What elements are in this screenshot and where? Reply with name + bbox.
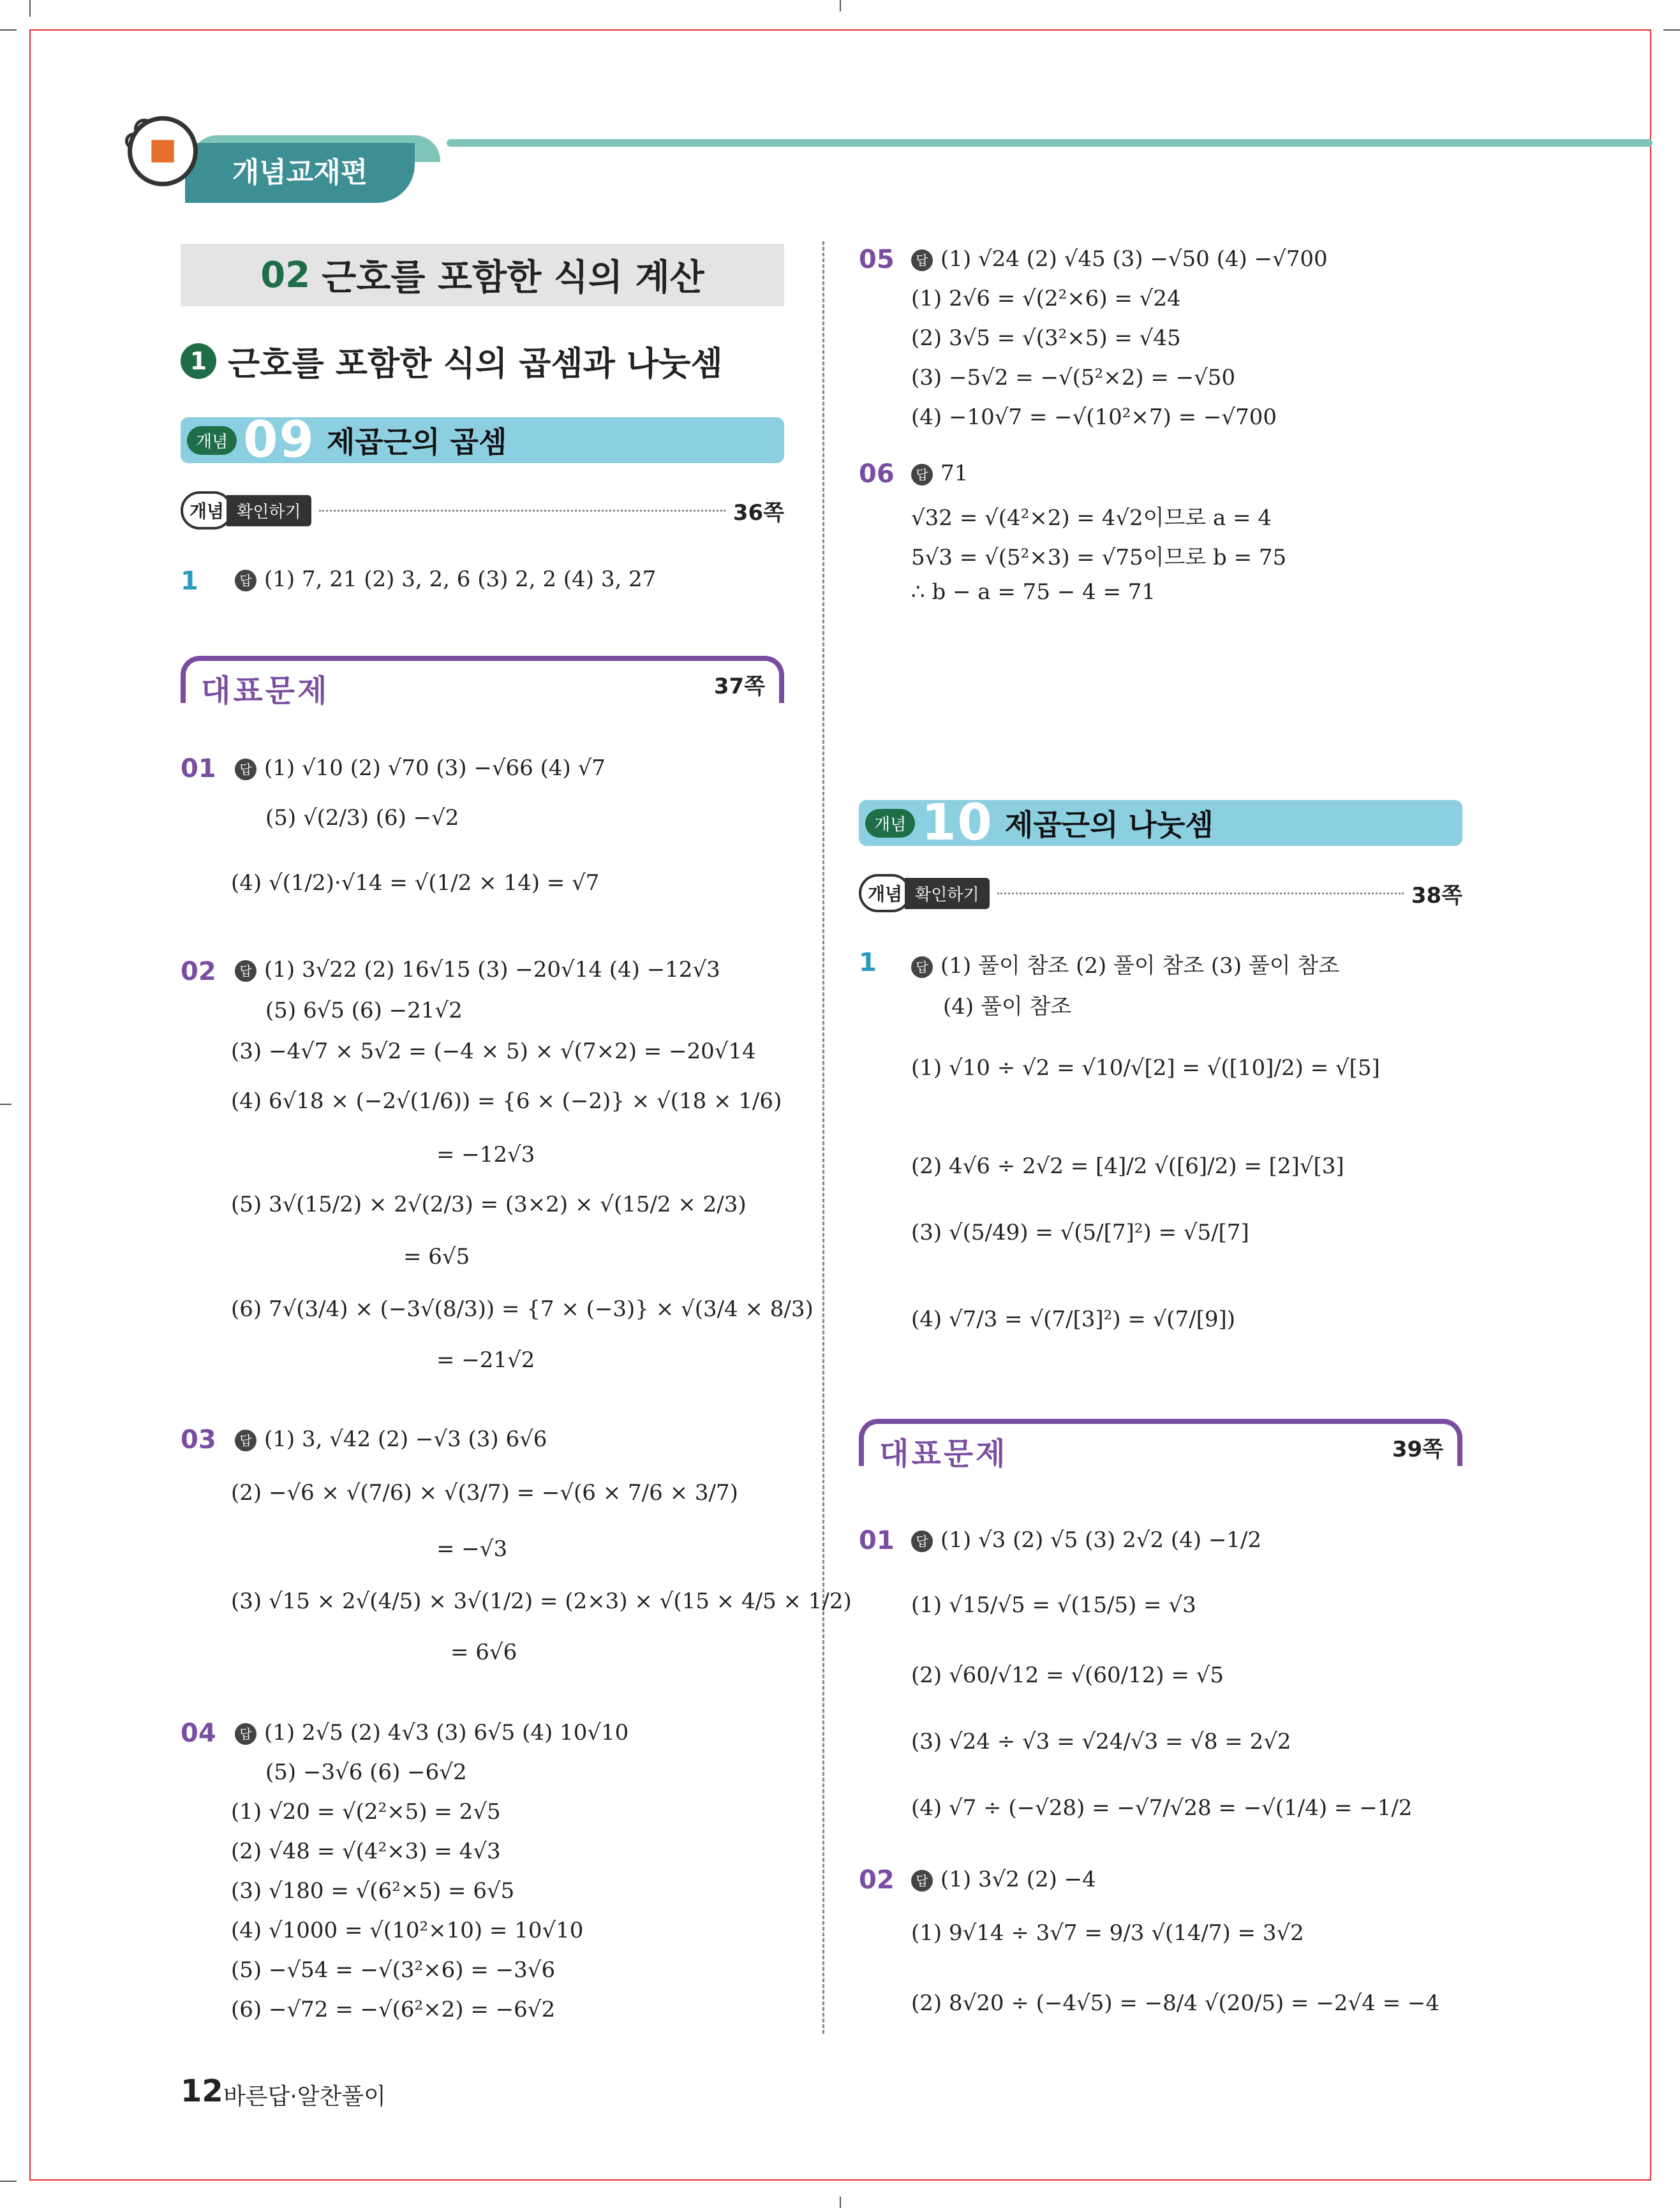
- confirm-sublabel: 확인하기: [905, 878, 989, 909]
- problem-number: 02: [859, 1865, 895, 1895]
- daepyo-header-37: [181, 656, 784, 709]
- solution-line: (3) √24 ÷ √3 = √24/√3 = √8 = 2√2: [911, 1729, 1291, 1754]
- confirm-label: 개념: [181, 491, 233, 530]
- solution-line: (1) 2√6 = √(2²×6) = √24: [911, 286, 1181, 311]
- answer-icon: 답: [235, 759, 256, 780]
- section-title: [181, 337, 723, 385]
- crop-mark: [0, 29, 17, 31]
- confirm-sublabel: 확인하기: [227, 495, 311, 526]
- solution-line: (3) √180 = √(6²×5) = 6√5: [231, 1878, 515, 1904]
- page-ref: 36쪽: [732, 500, 784, 526]
- page-ref: 37쪽: [713, 674, 765, 699]
- question-number: 1: [859, 948, 877, 977]
- concept-09-bar: [181, 411, 784, 469]
- concept-title: 제곱근의 곱셈: [326, 425, 507, 459]
- chapter-title: 근호를 포함한 식의 계산: [322, 257, 704, 299]
- solution-line: √32 = √(4²×2) = 4√2이므로 a = 4: [911, 505, 1272, 531]
- answer-line: 답 (1) √3 (2) √5 (3) 2√2 (4) −1/2: [911, 1527, 1261, 1553]
- answer-line: 답 71: [911, 461, 968, 486]
- solution-line: (3) −5√2 = −√(5²×2) = −√50: [911, 365, 1236, 390]
- solution-line: (6) −√72 = −√(6²×2) = −6√2: [231, 1997, 556, 2022]
- solution-line: (2) −√6 × √(7/6) × √(3/7) = −√(6 × 7/6 × 3/7): [231, 1480, 738, 1506]
- solution-line: (1) √10 ÷ √2 = √10/√[2] = √([10]/2) = √[5]: [911, 1055, 1380, 1081]
- dotted-leader: [319, 510, 725, 512]
- answer-line: (4) 풀이 참조: [943, 994, 1072, 1019]
- solution-line: (4) −10√7 = −√(10²×7) = −√700: [911, 404, 1277, 430]
- solution-line: (2) 3√5 = √(3²×5) = √45: [911, 325, 1181, 351]
- answer-icon: 답: [235, 1430, 256, 1451]
- answer-icon: 답: [235, 1723, 256, 1745]
- daepyo-title: 대표문제: [879, 1436, 1008, 1472]
- problem-number: 04: [181, 1719, 216, 1748]
- answer-icon: 답: [235, 960, 256, 982]
- solution-line: (3) √(5/49) = √(5/[7]²) = √5/[7]: [911, 1220, 1249, 1245]
- answer-line: 답 (1) √10 (2) √70 (3) −√66 (4) √7: [235, 755, 606, 781]
- answer-icon: 답: [911, 956, 933, 978]
- header-tab-label: 개념교재편: [232, 156, 368, 189]
- answer-line: (5) √(2/3) (6) −√2: [265, 805, 459, 831]
- crop-mark: [0, 2181, 17, 2182]
- page-number: 12: [181, 2073, 223, 2109]
- problem-number: 01: [859, 1526, 895, 1555]
- book-title: 바른답·알찬풀이: [223, 2084, 386, 2110]
- chapter-number: 02: [260, 254, 311, 296]
- crop-mark: [1663, 29, 1680, 31]
- answer-line: 답 (1) 3√22 (2) 16√15 (3) −20√14 (4) −12√3: [235, 957, 720, 982]
- solution-line: ∴ b − a = 75 − 4 = 71: [911, 579, 1156, 605]
- solution-line: (5) −√54 = −√(3²×6) = −3√6: [231, 1957, 556, 1983]
- concept-badge: 개념: [865, 809, 915, 838]
- question-number: 1: [181, 567, 198, 596]
- concept-10-bar: [859, 794, 1462, 852]
- solution-line: (5) 3√(15/2) × 2√(2/3) = (3×2) × √(15/2 × 2/3): [231, 1192, 747, 1217]
- answer-line: 답 (1) 3√2 (2) −4: [911, 1867, 1096, 1892]
- solution-line: (4) √7/3 = √(7/[3]²) = √(7/[9]): [911, 1307, 1236, 1332]
- problem-number: 02: [181, 957, 216, 986]
- chapter-title-bar: [181, 244, 784, 306]
- solution-line: 5√3 = √(5²×3) = √75이므로 b = 75: [911, 545, 1287, 570]
- solution-line: (4) √(1/2)·√14 = √(1/2 × 14) = √7: [231, 870, 600, 896]
- section-title-text: 근호를 포함한 식의 곱셈과 나눗셈: [228, 345, 723, 383]
- page-ref: 39쪽: [1392, 1437, 1443, 1462]
- concept-number: 10: [921, 794, 993, 852]
- solution-line: (4) √1000 = √(10²×10) = 10√10: [231, 1918, 584, 1943]
- crop-mark: [0, 1104, 11, 1105]
- concept-title: 제곱근의 나눗셈: [1004, 808, 1214, 842]
- solution-line: (1) √15/√5 = √(15/5) = √3: [911, 1592, 1196, 1618]
- crop-mark: [840, 0, 841, 11]
- solution-line: (2) 4√6 ÷ 2√2 = [4]/2 √([6]/2) = [2]√[3]: [911, 1153, 1344, 1179]
- answer-line: (5) −3√6 (6) −6√2: [265, 1760, 467, 1785]
- crop-mark: [29, 0, 31, 17]
- concept-badge: 개념: [187, 426, 237, 455]
- concept-number: 09: [243, 411, 315, 469]
- solution-line: = −√3: [436, 1536, 508, 1562]
- solution-line: (2) √60/√12 = √(60/12) = √5: [911, 1663, 1224, 1688]
- solution-line: (6) 7√(3/4) × (−3√(8/3)) = {7 × (−3)} × √(3/4 × 8/3): [231, 1296, 814, 1322]
- answer-line: 답 (1) √24 (2) √45 (3) −√50 (4) −√700: [911, 246, 1328, 272]
- page-ref: 38쪽: [1411, 882, 1462, 908]
- confirm-label: 개념: [859, 874, 911, 912]
- solution-line: (4) 6√18 × (−2√(1/6)) = {6 × (−2)} × √(18 × 1/6): [231, 1088, 782, 1114]
- section-number: 1: [181, 343, 216, 379]
- confirm-header-38: [859, 874, 1462, 912]
- confirm-header-36: [181, 491, 784, 530]
- dotted-leader: [997, 893, 1404, 894]
- solution-line: (3) −4√7 × 5√2 = (−4 × 5) × √(7×2) = −20√14: [231, 1039, 756, 1064]
- answer-line: 답 (1) 2√5 (2) 4√3 (3) 6√5 (4) 10√10: [235, 1720, 628, 1745]
- answer-icon: 답: [911, 1870, 933, 1892]
- column-divider: [822, 241, 824, 2034]
- solution-line: (2) √48 = √(4²×3) = 4√3: [231, 1839, 501, 1864]
- crop-mark: [840, 2197, 841, 2208]
- answer-line: (5) 6√5 (6) −21√2: [265, 998, 463, 1023]
- daepyo-title: 대표문제: [201, 673, 330, 709]
- solution-line: (1) √20 = √(2²×5) = 2√5: [231, 1799, 501, 1825]
- answer-line: 답 (1) 7, 21 (2) 3, 2, 6 (3) 2, 2 (4) 3, 27: [235, 567, 656, 592]
- answer-icon: 답: [235, 570, 256, 591]
- problem-number: 06: [859, 459, 895, 489]
- answer-line: 답 (1) 풀이 참조 (2) 풀이 참조 (3) 풀이 참조: [911, 948, 1339, 979]
- solution-line: = −21√2: [436, 1347, 535, 1373]
- problem-number: 03: [181, 1425, 216, 1455]
- solution-line: (4) √7 ÷ (−√28) = −√7/√28 = −√(1/4) = −1/2: [911, 1795, 1413, 1821]
- solution-line: = −12√3: [436, 1142, 535, 1167]
- solution-line: = 6√5: [403, 1244, 470, 1270]
- solution-line: = 6√6: [450, 1640, 517, 1665]
- answer-line: 답 (1) 3, √42 (2) −√3 (3) 6√6: [235, 1426, 547, 1452]
- problem-number: 05: [859, 245, 895, 274]
- answer-icon: 답: [911, 249, 933, 271]
- solution-line: (1) 9√14 ÷ 3√7 = 9/3 √(14/7) = 3√2: [911, 1920, 1304, 1946]
- answer-icon: 답: [911, 464, 933, 485]
- header-rule: [447, 139, 1653, 147]
- daepyo-header-39: [859, 1419, 1462, 1472]
- solution-line: (2) 8√20 ÷ (−4√5) = −8/4 √(20/5) = −2√4 = −4: [911, 1990, 1439, 2016]
- problem-number: 01: [181, 754, 216, 783]
- answer-icon: 답: [911, 1530, 933, 1552]
- solution-line: (3) √15 × 2√(4/5) × 3√(1/2) = (2×3) × √(15 × 4/5 × 1/2): [231, 1589, 852, 1614]
